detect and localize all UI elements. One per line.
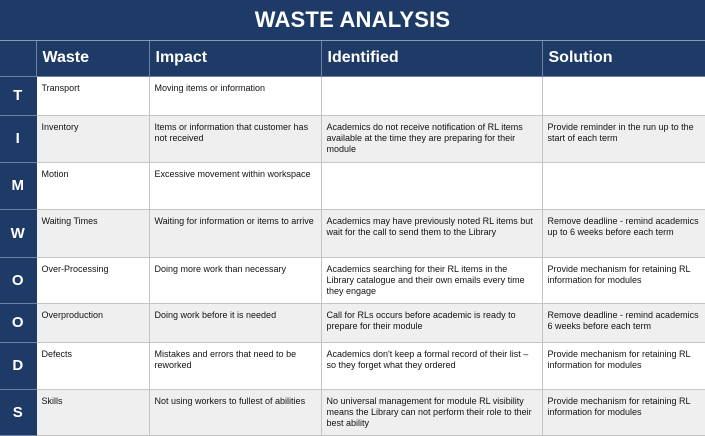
waste-cell: Motion <box>36 162 149 209</box>
waste-cell: Waiting Times <box>36 209 149 257</box>
identified-cell: Call for RLs occurs before academic is ready to prepare for their module <box>321 303 542 342</box>
waste-cell: Transport <box>36 76 149 115</box>
waste-cell: Inventory <box>36 115 149 162</box>
row-letter: O <box>0 257 36 303</box>
identified-cell: Academics searching for their RL items in the Library catalogue and their own emails every time they engage <box>321 257 542 303</box>
solution-cell <box>542 76 705 115</box>
waste-analysis-table <box>0 41 705 436</box>
solution-cell: Provide mechanism for retaining RL information for modules <box>542 389 705 435</box>
identified-cell <box>321 162 542 209</box>
table-row <box>0 342 705 389</box>
row-letter: D <box>0 342 36 389</box>
row-letter: M <box>0 162 36 209</box>
waste-cell: Defects <box>36 342 149 389</box>
impact-cell: Excessive movement within workspace <box>149 162 321 209</box>
table-row <box>0 115 705 162</box>
identified-cell: Academics may have previously noted RL items but wait for the call to send them to the Library <box>321 209 542 257</box>
impact-cell: Not using workers to fullest of abilities <box>149 389 321 435</box>
impact-cell: Waiting for information or items to arrive <box>149 209 321 257</box>
row-letter: I <box>0 115 36 162</box>
header-identified: Identified <box>321 41 542 76</box>
identified-cell: Academics do not receive notification of RL items available at the time they are preparing for their module <box>321 115 542 162</box>
solution-cell: Remove deadline - remind academics up to 6 weeks before each term <box>542 209 705 257</box>
header-solution: Solution <box>542 41 705 76</box>
row-letter: T <box>0 76 36 115</box>
table-row <box>0 76 705 115</box>
solution-cell: Provide mechanism for retaining RL information for modules <box>542 342 705 389</box>
row-letter: W <box>0 209 36 257</box>
solution-cell: Provide mechanism for retaining RL information for modules <box>542 257 705 303</box>
table-row <box>0 209 705 257</box>
table-row <box>0 162 705 209</box>
table-header-row <box>0 41 705 76</box>
impact-cell: Doing work before it is needed <box>149 303 321 342</box>
solution-cell <box>542 162 705 209</box>
impact-cell: Mistakes and errors that need to be reworked <box>149 342 321 389</box>
page-title: WASTE ANALYSIS <box>0 0 705 41</box>
identified-cell: Academics don't keep a formal record of their list – so they forget what they ordered <box>321 342 542 389</box>
impact-cell: Items or information that customer has not received <box>149 115 321 162</box>
header-waste: Waste <box>36 41 149 76</box>
identified-cell <box>321 76 542 115</box>
waste-cell: Skills <box>36 389 149 435</box>
impact-cell: Doing more work than necessary <box>149 257 321 303</box>
waste-cell: Overproduction <box>36 303 149 342</box>
row-letter: O <box>0 303 36 342</box>
table-row <box>0 389 705 435</box>
solution-cell: Remove deadline - remind academics 6 weeks before each term <box>542 303 705 342</box>
table-row <box>0 257 705 303</box>
header-corner <box>0 41 36 76</box>
impact-cell: Moving items or information <box>149 76 321 115</box>
waste-cell: Over-Processing <box>36 257 149 303</box>
solution-cell: Provide reminder in the run up to the start of each term <box>542 115 705 162</box>
identified-cell: No universal management for module RL visibility means the Library can not perform their role to their best ability <box>321 389 542 435</box>
table-row <box>0 303 705 342</box>
header-impact: Impact <box>149 41 321 76</box>
row-letter: S <box>0 389 36 435</box>
